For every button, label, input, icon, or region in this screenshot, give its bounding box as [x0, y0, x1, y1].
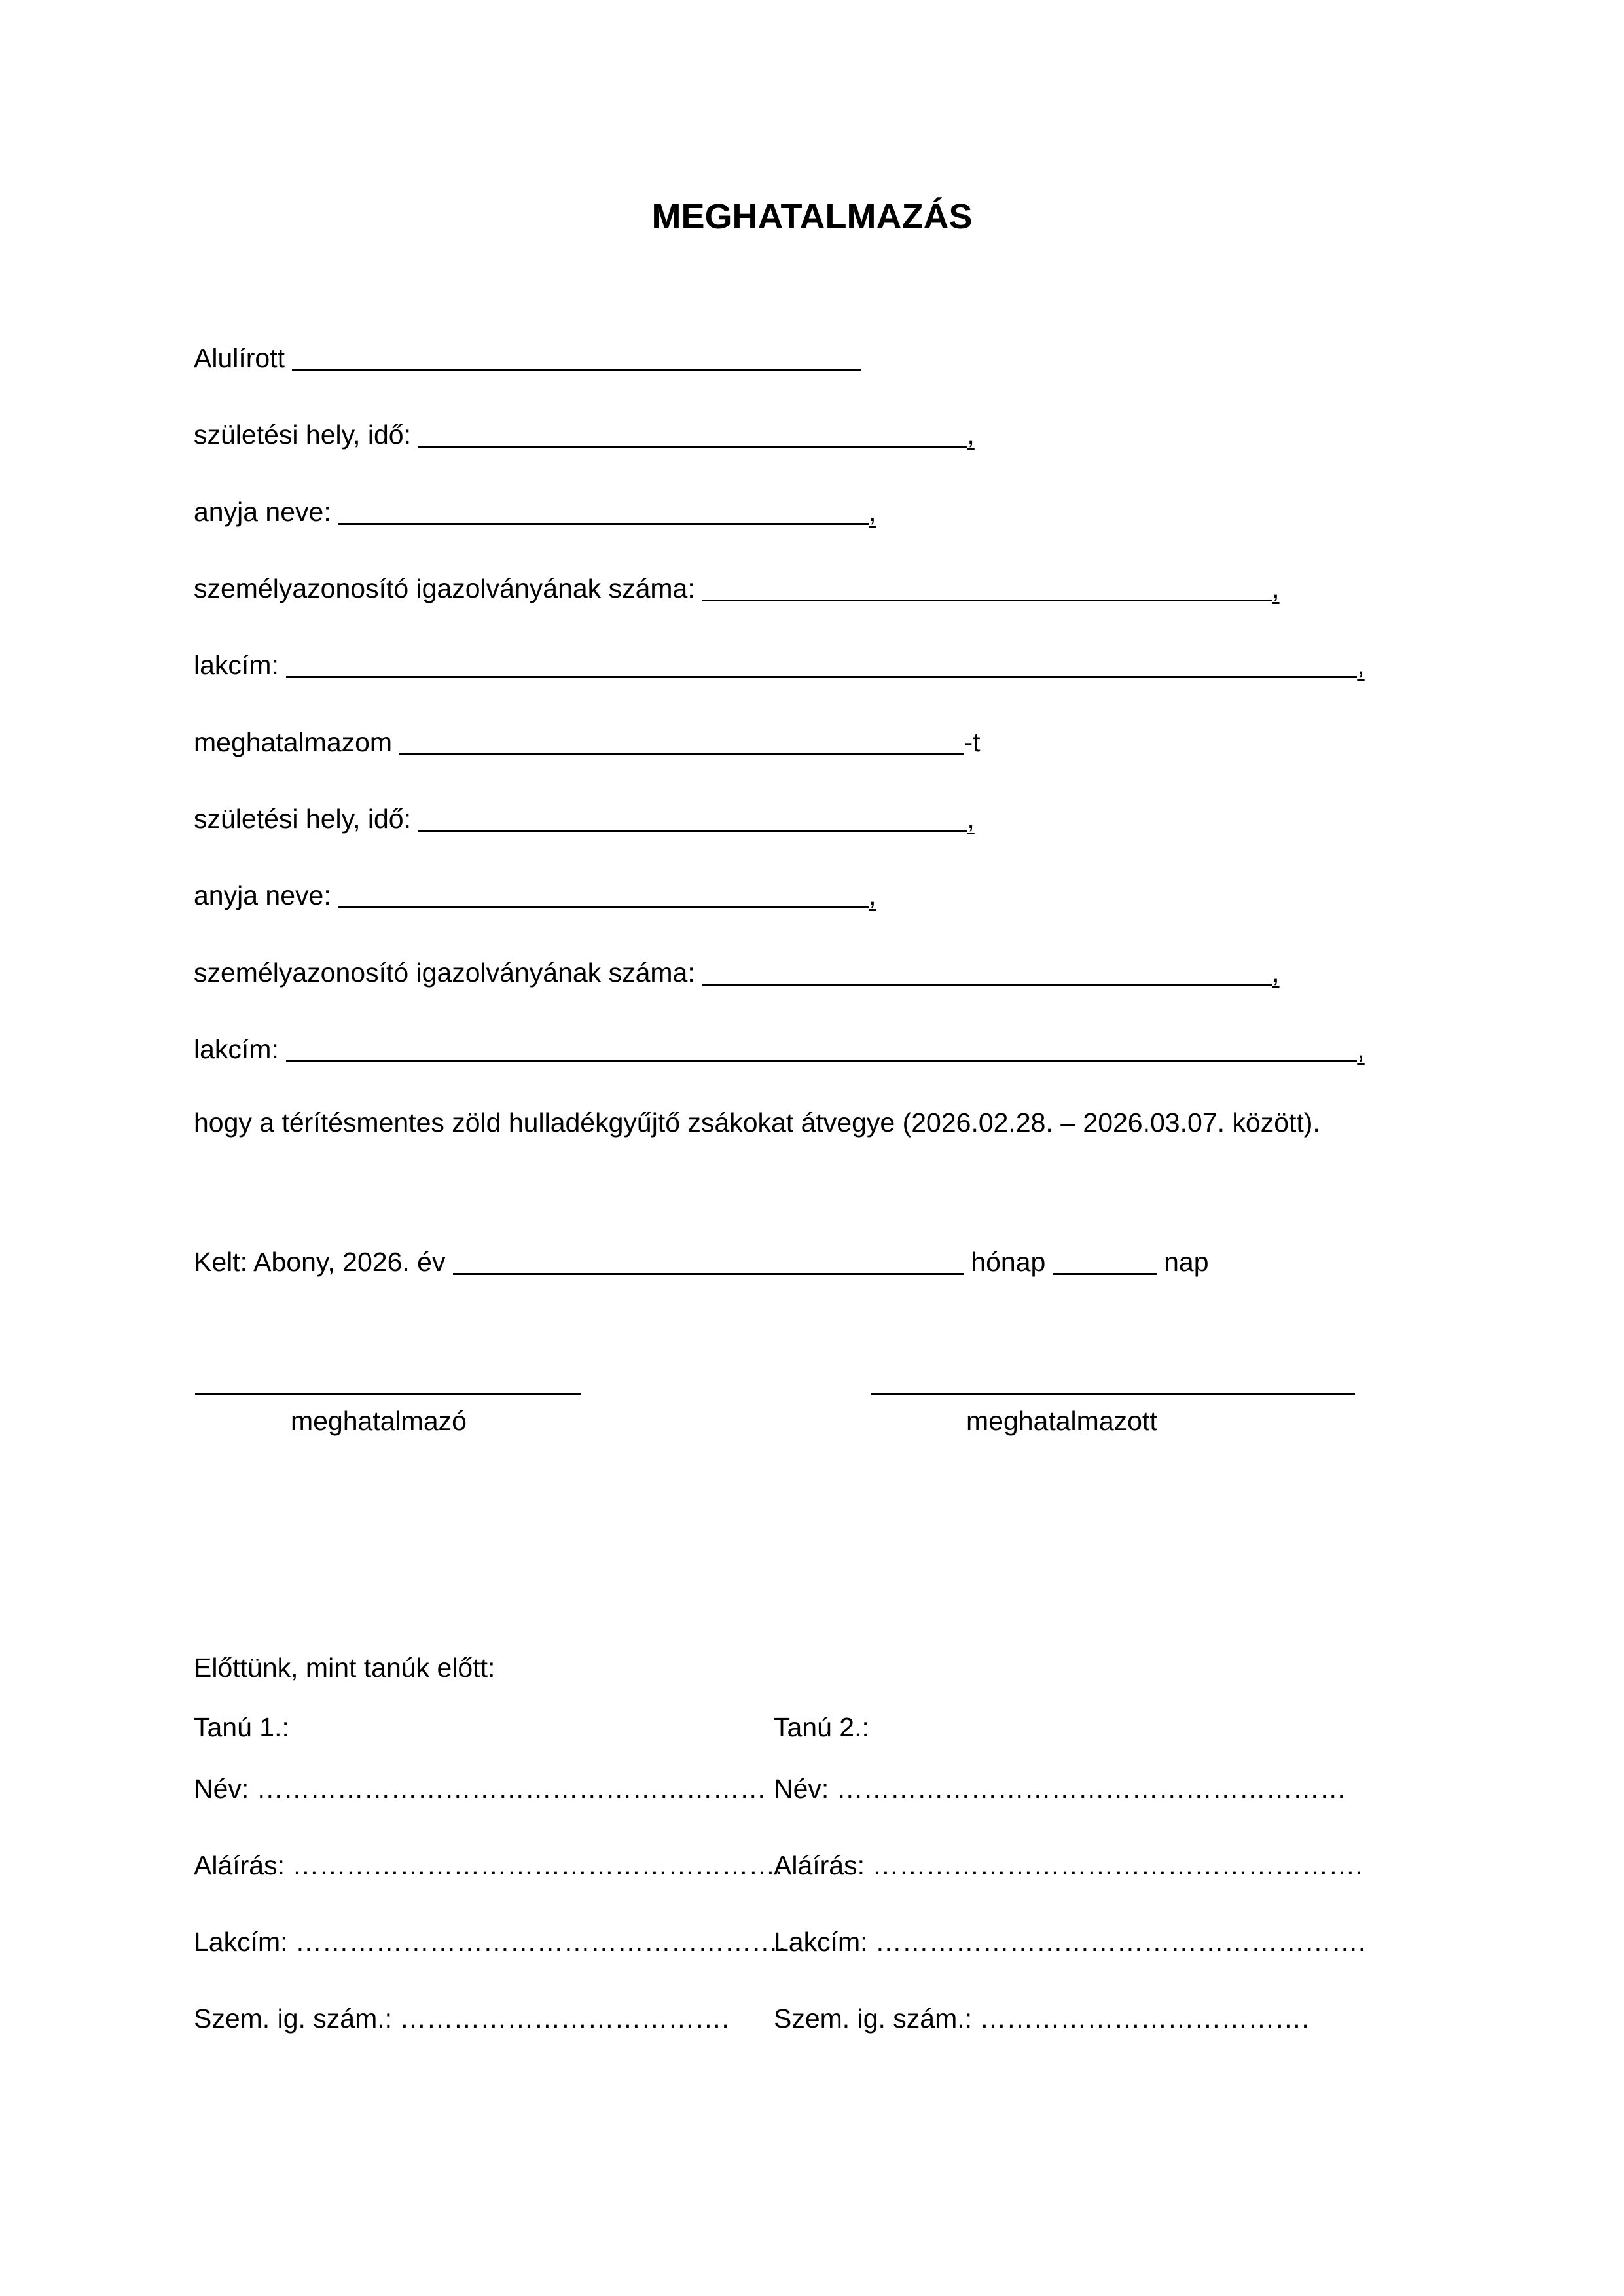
witness2-name-field[interactable]: Név: ………………………………………………… — [774, 1774, 1346, 1804]
agent-signature-line[interactable] — [871, 1393, 1355, 1395]
comma: , — [1272, 958, 1280, 988]
witness2-signature-field[interactable]: Aláírás: ………………………………………………. — [774, 1850, 1363, 1880]
date-month-label: hónap — [971, 1247, 1046, 1277]
principal-mother-field[interactable] — [338, 495, 869, 525]
principal-mother-label: anyja neve: — [194, 497, 331, 527]
agent-name-row — [194, 722, 981, 759]
principal-birth-label: születési hely, idő: — [194, 420, 411, 450]
authorize-suffix: -t — [964, 727, 981, 757]
comma: , — [1357, 1034, 1365, 1064]
principal-birth-row — [194, 414, 975, 452]
principal-name-field[interactable] — [292, 342, 861, 371]
date-day-field[interactable] — [1053, 1246, 1157, 1275]
principal-id-row — [194, 568, 1280, 605]
principal-birth-field[interactable] — [418, 418, 967, 448]
date-day-label: nap — [1164, 1247, 1209, 1277]
witness2-id-field[interactable]: Szem. ig. szám.: ………………………………. — [774, 2003, 1309, 2034]
principal-signature-label: meghatalmazó — [291, 1406, 467, 1436]
date-prefix: Kelt: Abony, 2026. év — [194, 1247, 446, 1277]
principal-intro-label: Alulírott — [194, 343, 285, 373]
principal-address-field[interactable] — [286, 649, 1357, 678]
agent-address-row — [194, 1029, 1365, 1066]
document-title: MEGHATALMAZÁS — [651, 197, 973, 236]
agent-id-label: személyazonosító igazolványának száma: — [194, 958, 695, 988]
agent-mother-label: anyja neve: — [194, 880, 331, 910]
principal-id-label: személyazonosító igazolványának száma: — [194, 573, 695, 603]
witness2-title: Tanú 2.: — [774, 1712, 869, 1742]
comma: , — [1357, 650, 1365, 680]
agent-signature-label: meghatalmazott — [966, 1406, 1157, 1436]
agent-id-row — [194, 952, 1280, 990]
witness1-title: Tanú 1.: — [194, 1712, 289, 1742]
purpose-text: hogy a térítésmentes zöld hulladékgyűjtő zsákokat átvegye (2026.02.28. – 2026.03.07. között). — [194, 1107, 1320, 1138]
principal-id-field[interactable] — [702, 572, 1272, 601]
principal-name-row — [194, 338, 861, 375]
principal-address-label: lakcím: — [194, 650, 279, 680]
agent-birth-field[interactable] — [418, 802, 967, 832]
agent-id-field[interactable] — [702, 956, 1272, 986]
witness-intro: Előttünk, mint tanúk előtt: — [194, 1653, 496, 1683]
agent-address-label: lakcím: — [194, 1034, 279, 1064]
comma: , — [1272, 573, 1280, 603]
witness1-address-field[interactable]: Lakcím: ………………………………………………. — [194, 1927, 786, 1957]
principal-signature-line[interactable] — [195, 1393, 581, 1395]
agent-birth-row — [194, 798, 975, 836]
authorize-label: meghatalmazom — [194, 727, 393, 757]
principal-address-row — [194, 645, 1365, 682]
agent-mother-field[interactable] — [338, 879, 869, 908]
witness2-address-field[interactable]: Lakcím: ………………………………………………. — [774, 1927, 1366, 1957]
agent-address-field[interactable] — [286, 1033, 1357, 1062]
witness1-signature-field[interactable]: Aláírás: ………………………………………………. — [194, 1850, 783, 1880]
agent-mother-row — [194, 875, 876, 912]
comma: , — [967, 420, 975, 450]
date-row — [194, 1242, 1209, 1279]
principal-mother-row — [194, 492, 876, 529]
agent-birth-label: születési hely, idő: — [194, 804, 411, 834]
agent-name-field[interactable] — [399, 726, 964, 755]
date-month-field[interactable] — [453, 1246, 964, 1275]
comma: , — [869, 497, 876, 527]
witness1-id-field[interactable]: Szem. ig. szám.: ………………………………. — [194, 2003, 729, 2034]
witness1-name-field[interactable]: Név: ………………………………………………… — [194, 1774, 767, 1804]
comma: , — [967, 804, 975, 834]
comma: , — [869, 880, 876, 910]
